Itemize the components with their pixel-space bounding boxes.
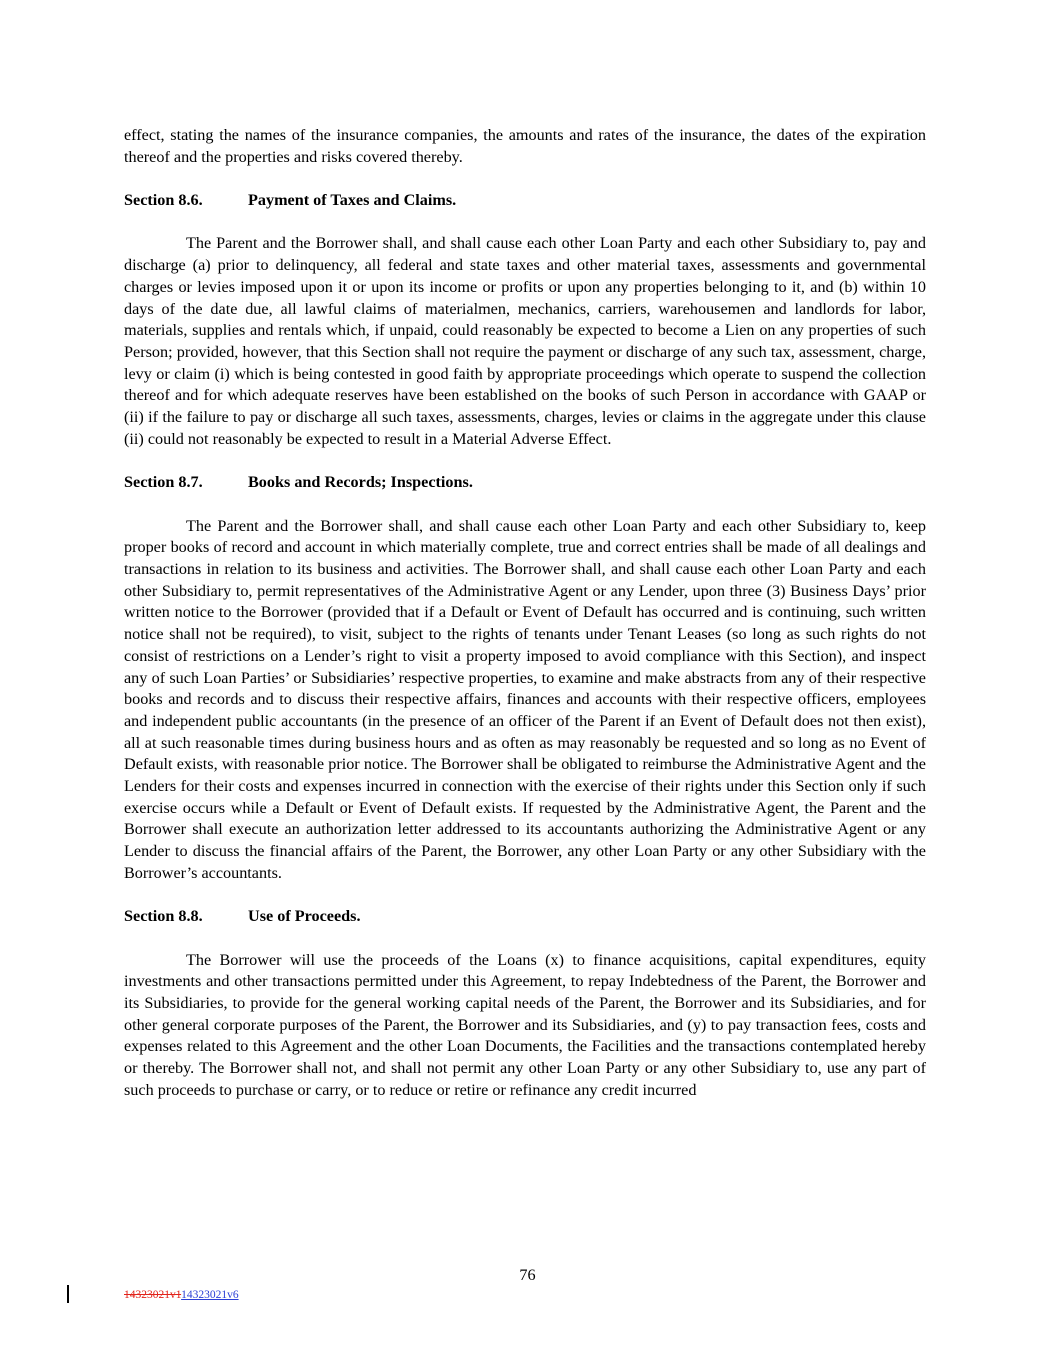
section-heading-8-6 [124,190,926,212]
section-title: Books and Records; Inspections. [248,473,473,492]
section-title: Payment of Taxes and Claims. [248,191,457,210]
opening-paragraph: effect, stating the names of the insurance companies, the amounts and rates of the insurance, the dates of the expiration thereof and the properties and risks covered thereby. [124,126,926,166]
section-body-8-7: The Parent and the Borrower shall, and shall cause each other Loan Party and each other Subsidiary to, keep proper books of record and account in which materially complete, true and correct entries shall be made of all dealings and transactions in relation to its business and activities. The Borrower shall, and shall cause each other Loan Party and each other Subsidiary to, permit representatives of the Administrative Agent or any Lender, upon three (3) Business Days’ prior written notice to the Borrower (provided that if a Default or Event of Default has occurred and is continuing, such written notice shall not be required), to visit, subject to the rights of tenants under Tenant Leases (so long as such rights do not consist of restrictions on a Lender’s right to visit a property imposed to avoid compliance with this Section), and inspect any of such Loan Parties’ or Subsidiaries’ respective properties, to examine and make abstracts from any of their respective books and records and to discuss their respective affairs, finances and accounts with their respective officers, employees and independent public accountants (in the presence of an officer of the Parent if an Event of Default does not then exist), all at such reasonable times during business hours and as often as may reasonably be requested and so long as no Event of Default exists, with reasonable prior notice. The Borrower shall be obligated to reimburse the Administrative Agent and the Lenders for their costs and expenses incurred in connection with the exercise of their rights under this Section only if such exercise occurs while a Default or Event of Default exists. If requested by the Administrative Agent, the Parent and the Borrower shall execute an authorization letter addressed to its accountants authorizing the Administrative Agent or any Lender to discuss the financial affairs of the Parent, the Borrower, any other Loan Party or any other Subsidiary with the Borrower’s accountants. [124,516,926,882]
section-number: Section 8.6. [124,191,203,210]
section-body-8-6: The Parent and the Borrower shall, and shall cause each other Loan Party and each other Subsidiary to, pay and discharge (a) prior to delinquency, all federal and state taxes and other material taxes, assessments and governmental charges or levies imposed upon it or upon its income or profits or upon any properties belonging to it, and (b) within 10 days of the date due, all lawful claims of materialmen, mechanics, carriers, warehousemen and landlords for labor, materials, supplies and rentals which, if unpaid, could reasonably be expected to become a Lien on any properties of such Person; provided, however, that this Section shall not require the payment or discharge of any such tax, assessment, charge, levy or claim (i) which is being contested in good faith by appropriate proceedings which operate to suspend the collection thereof and for which adequate reserves have been established on the books of such Person in accordance with GAAP or (ii) if the failure to pay or discharge all such taxes, assessments, charges, levies or claims in the aggregate under this clause (ii) could not reasonably be expected to result in a Material Adverse Effect. [124,234,926,448]
section-heading-8-8 [124,906,926,928]
page-body [124,125,926,1102]
page-number: 76 [519,1266,536,1284]
inserted-document-id: 14323021v6 [181,1289,239,1301]
revision-change-bar [67,1285,69,1303]
section-heading-8-7 [124,472,926,494]
section-number: Section 8.8. [124,907,203,926]
section-body-8-8: The Borrower will use the proceeds of the Loans (x) to finance acquisitions, capital expenditures, equity investments and other transactions permitted under this Agreement, to repay Indebtedness of the Parent, the Borrower and its Subsidiaries, to provide for the general working capital needs of the Parent, the Borrower and its Subsidiaries, and for other general corporate purposes of the Parent, the Borrower and its Subsidiaries, and (y) to pay transaction fees, costs and expenses related to this Agreement and the other Loan Documents, the Facilities and the transactions contemplated hereby or thereby. The Borrower shall not, and shall not permit any other Loan Party or any other Subsidiary to, use any part of such proceeds to purchase or carry, or to reduce or retire or refinance any credit incurred [124,950,926,1099]
deleted-document-id: 14323021v1 [124,1289,182,1301]
document-id [124,1289,239,1301]
section-number: Section 8.7. [124,473,203,492]
section-title: Use of Proceeds. [248,907,361,926]
